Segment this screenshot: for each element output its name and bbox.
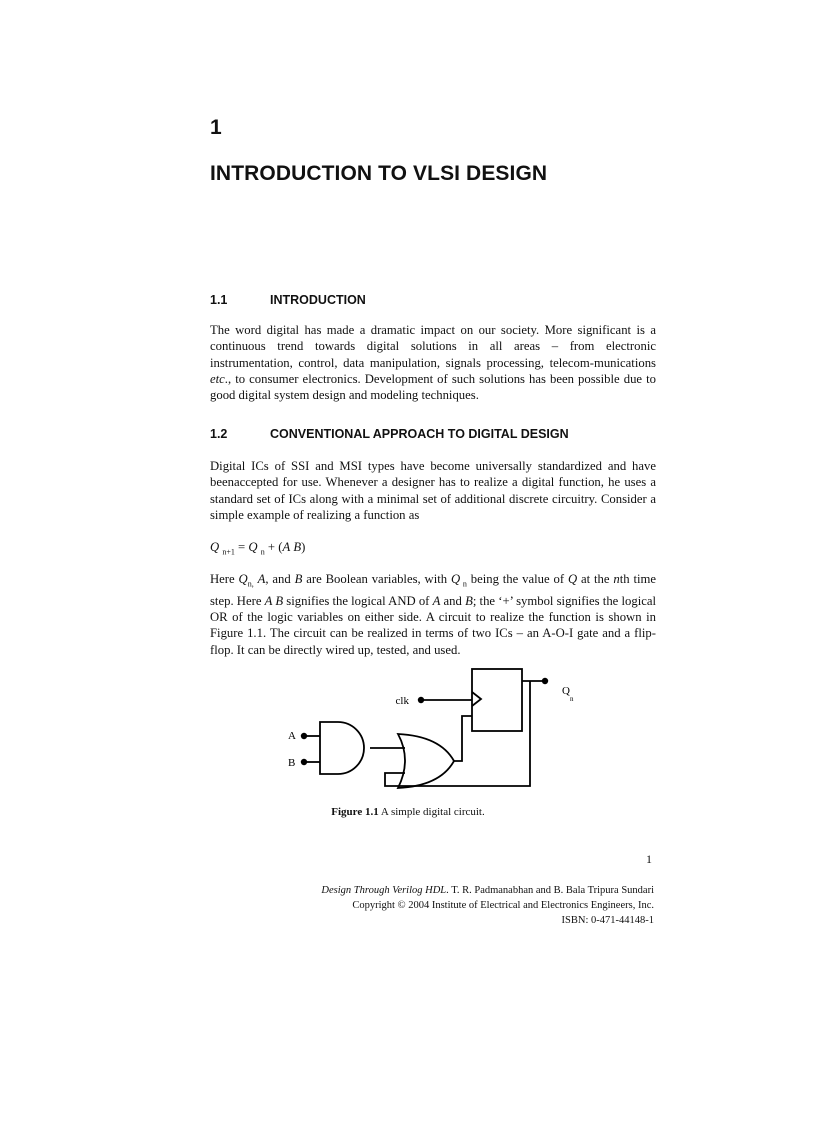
footer-copyright: Copyright © 2004 Institute of Electrical and Electronics Engineers, Inc.	[352, 900, 654, 911]
or-gate	[398, 734, 454, 788]
clk-node	[418, 697, 424, 703]
or-d-wire	[454, 716, 472, 761]
paragraph-conventional: Digital ICs of SSI and MSI types have become universally standardized and have beenaccepted for use. Whenever a designer has to realize a digital function, he uses a standard set of ICs along with a minimal set of additional discrete circuitry. Consider a simple example of realizing a function as	[210, 459, 656, 522]
section-number: 1.1	[210, 293, 228, 307]
text-italic: A	[257, 572, 266, 586]
text-italic: B	[465, 593, 473, 608]
section-number: 1.2	[210, 427, 228, 441]
footer-book-line	[250, 884, 654, 898]
footer-isbn: ISBN: 0-471-44148-1	[561, 915, 654, 926]
circuit-diagram	[280, 668, 580, 798]
text-italic: Q	[567, 572, 578, 586]
text-italic: Q	[238, 572, 248, 586]
eq-b: B	[293, 540, 302, 554]
eq-sub: n	[260, 547, 265, 557]
book-authors: . T. R. Padmanabhan and B. Bala Tripura Sundari	[446, 885, 654, 896]
clk-label: clk	[395, 695, 409, 707]
eq-text: + (	[264, 540, 283, 554]
paragraph-text: ., to consumer electronics. Development of such solutions has been possible due to good digital system design and modeling techniques.	[210, 371, 656, 403]
text-italic: n	[613, 572, 620, 586]
paragraph-text: The word digital has made a dramatic impact on our society. More significant is a continuous trend towards digital solutions in all areas – from electronic instrumentation, control, data manipulation, signals processing, telecom-munications	[210, 323, 656, 370]
a-label: A	[288, 730, 296, 742]
q-node	[542, 678, 548, 684]
text: at the	[577, 572, 614, 586]
book-title: Design Through Verilog HDL	[321, 885, 447, 896]
text: being the value of	[466, 572, 568, 586]
caption-label: Figure 1.1	[331, 806, 379, 818]
section-title: CONVENTIONAL APPROACH TO DIGITAL DESIGN	[270, 427, 569, 441]
paragraph-italic: etc	[210, 371, 225, 386]
text: , and	[265, 572, 295, 586]
paragraph-explanation	[210, 571, 656, 658]
page-number: 1	[646, 852, 652, 866]
eq-sub: n+1	[222, 547, 235, 557]
equation	[210, 540, 305, 557]
section-heading-1-1	[210, 293, 366, 307]
text: ; the ‘+’ symbol signifies the logical OR of the logic variables on either side. A circuit to realize the function is shown in Figure 1.1. The circuit can be realized in terms of two ICs – an A-O-I gate and a flip-flop. It can be directly wired up, tested, and used.	[210, 593, 657, 657]
a-node	[301, 733, 307, 739]
text: and	[440, 593, 466, 608]
text-italic: A B	[264, 593, 284, 608]
section-heading-1-2	[210, 427, 569, 441]
eq-text: )	[301, 540, 306, 554]
text: signifies the logical AND of	[283, 593, 433, 608]
eq-q: Q	[248, 540, 258, 554]
text-italic: Q	[450, 572, 461, 586]
text-italic: A	[432, 593, 441, 608]
eq-a: A	[282, 540, 291, 554]
eq-q: Q	[210, 540, 220, 554]
caption-text: A simple digital circuit.	[378, 806, 485, 818]
text: Here	[210, 572, 239, 586]
text: th time step. Here	[210, 572, 657, 608]
b-node	[301, 759, 307, 765]
eq-text: =	[234, 540, 249, 554]
and-gate	[320, 722, 364, 774]
chapter-number: 1	[210, 116, 222, 139]
paragraph-introduction	[210, 322, 656, 403]
q-label: Q	[562, 685, 570, 697]
figure-caption	[0, 806, 816, 818]
b-label: B	[288, 757, 296, 769]
clock-triangle	[472, 692, 481, 706]
chapter-title: INTRODUCTION TO VLSI DESIGN	[210, 162, 548, 185]
text-sub: n,	[247, 579, 254, 589]
section-title: INTRODUCTION	[270, 293, 366, 307]
q-sub-label: n	[570, 695, 574, 703]
text-sub: n	[460, 579, 467, 589]
text-italic: B	[294, 572, 303, 586]
text: are Boolean variables, with	[302, 572, 451, 586]
